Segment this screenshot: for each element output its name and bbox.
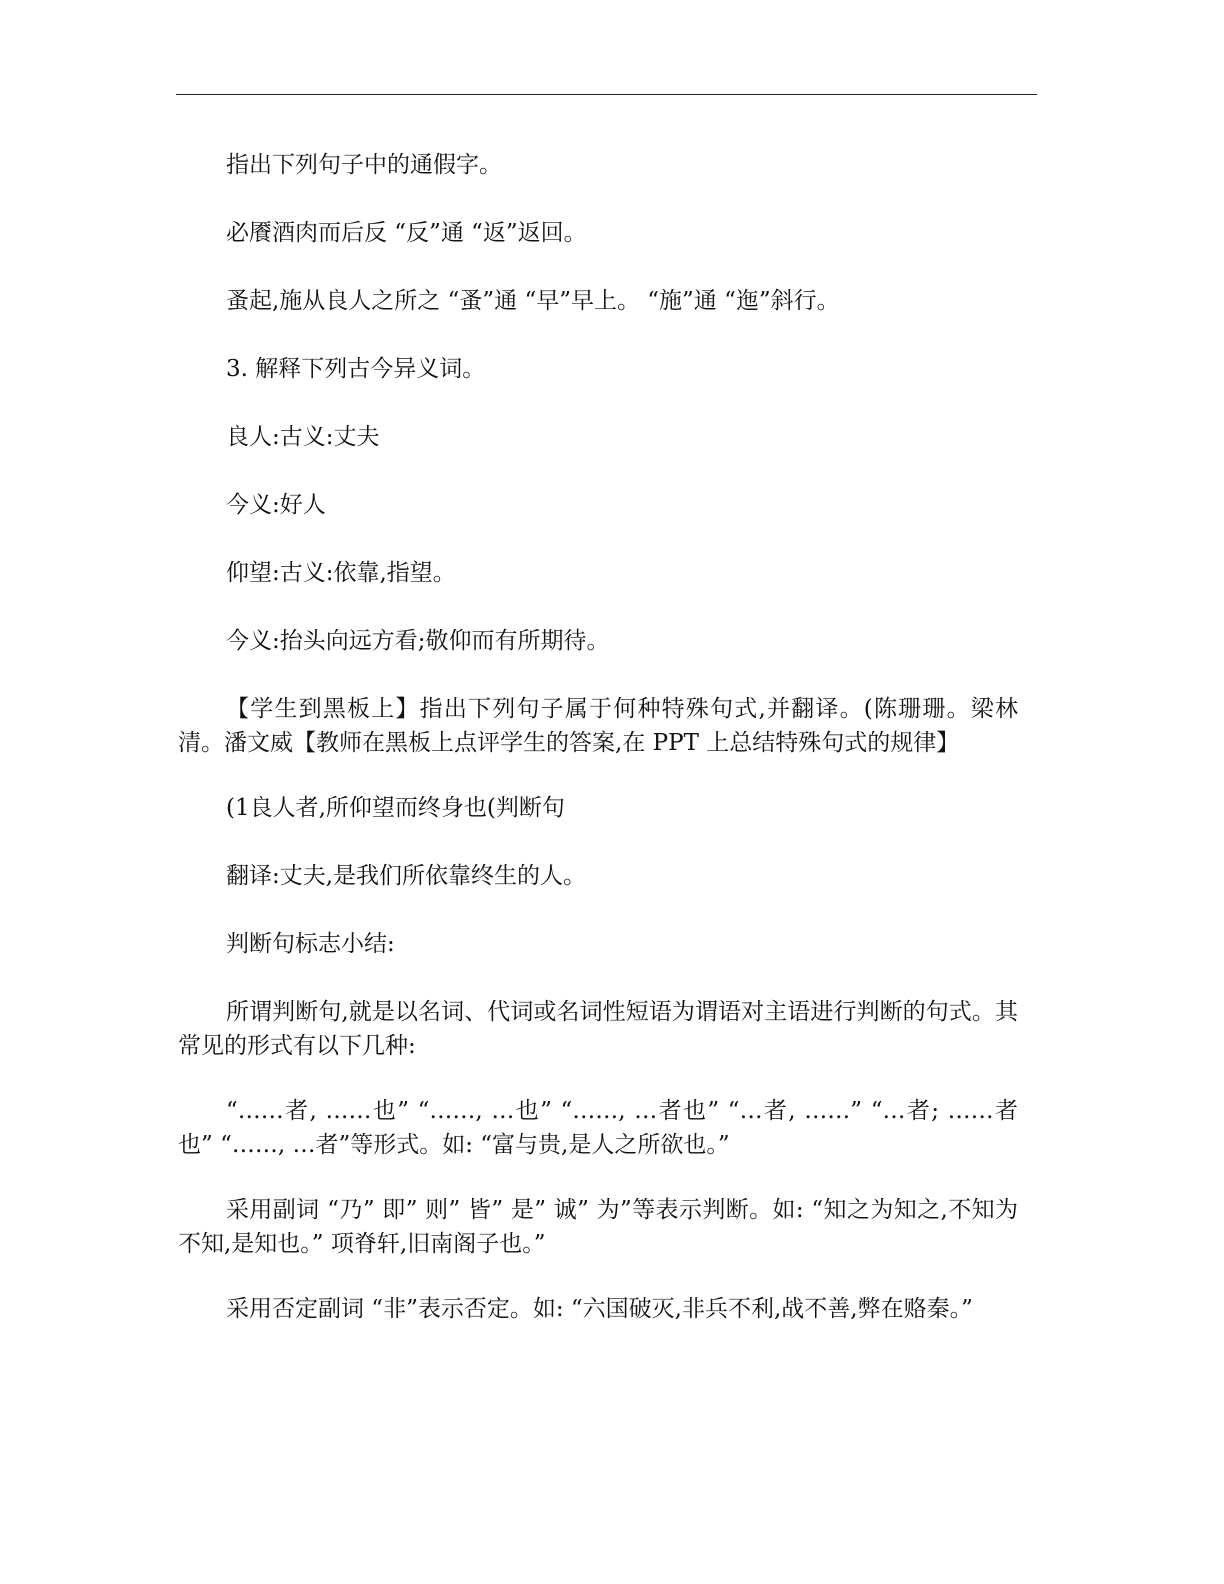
paragraph-liangren-ancient: 良人:古义:丈夫 — [226, 424, 380, 450]
paragraph-form-1: “……者, ……也” “……, …也” “……, …者也” “…者, ……” “…者; ……者也” “……, …者”等形式。如: “富与贵,是人之所欲也。” — [178, 1098, 1018, 1158]
paragraph-form-3: 采用否定副词 “非”表示否定。如: “六国破灭,非兵不利,战不善,弊在赂秦。” — [226, 1296, 973, 1322]
paragraph-definition: 所谓判断句,就是以名词、代词或名词性短语为谓语对主语进行判断的句式。其常见的形式有以下几种: — [178, 999, 1018, 1059]
paragraph-tongjiazi-fan: 必餍酒肉而后反 “反”通 “返”返回。 — [226, 220, 587, 246]
paragraph-liangren-modern: 今义:好人 — [226, 492, 326, 518]
paragraph-example-sentence-1: (1良人者,所仰望而终身也(判断句 — [226, 795, 565, 821]
paragraph-summary-heading: 判断句标志小结: — [226, 931, 395, 957]
paragraph-translation-1: 翻译:丈夫,是我们所依靠终生的人。 — [226, 863, 587, 889]
paragraph-yangwang-ancient: 仰望:古义:依靠,指望。 — [226, 560, 456, 586]
paragraph-tongjiazi-zao: 蚤起,施从良人之所之 “蚤”通 “早”早上。 “施”通 “迤”斜行。 — [226, 288, 840, 314]
header-rule — [176, 94, 1037, 95]
paragraph-tongjiazi-prompt: 指出下列句子中的通假字。 — [226, 152, 502, 178]
paragraph-blackboard-task: 【学生到黑板上】指出下列句子属于何种特殊句式,并翻译。(陈珊珊。梁林清。潘文威【教师在黑板上点评学生的答案,在 PPT 上总结特殊句式的规律】 — [178, 696, 1018, 756]
document-body — [178, 148, 1018, 1360]
paragraph-section-3-heading: 3. 解释下列古今异义词。 — [226, 356, 486, 382]
paragraph-form-2: 采用副词 “乃” 即” 则” 皆” 是” 诚” 为”等表示判断。如: “知之为知之,不知为不知,是知也。” 项脊轩,旧南阁子也。” — [178, 1197, 1018, 1257]
paragraph-yangwang-modern: 今义:抬头向远方看;敬仰而有所期待。 — [226, 628, 610, 654]
